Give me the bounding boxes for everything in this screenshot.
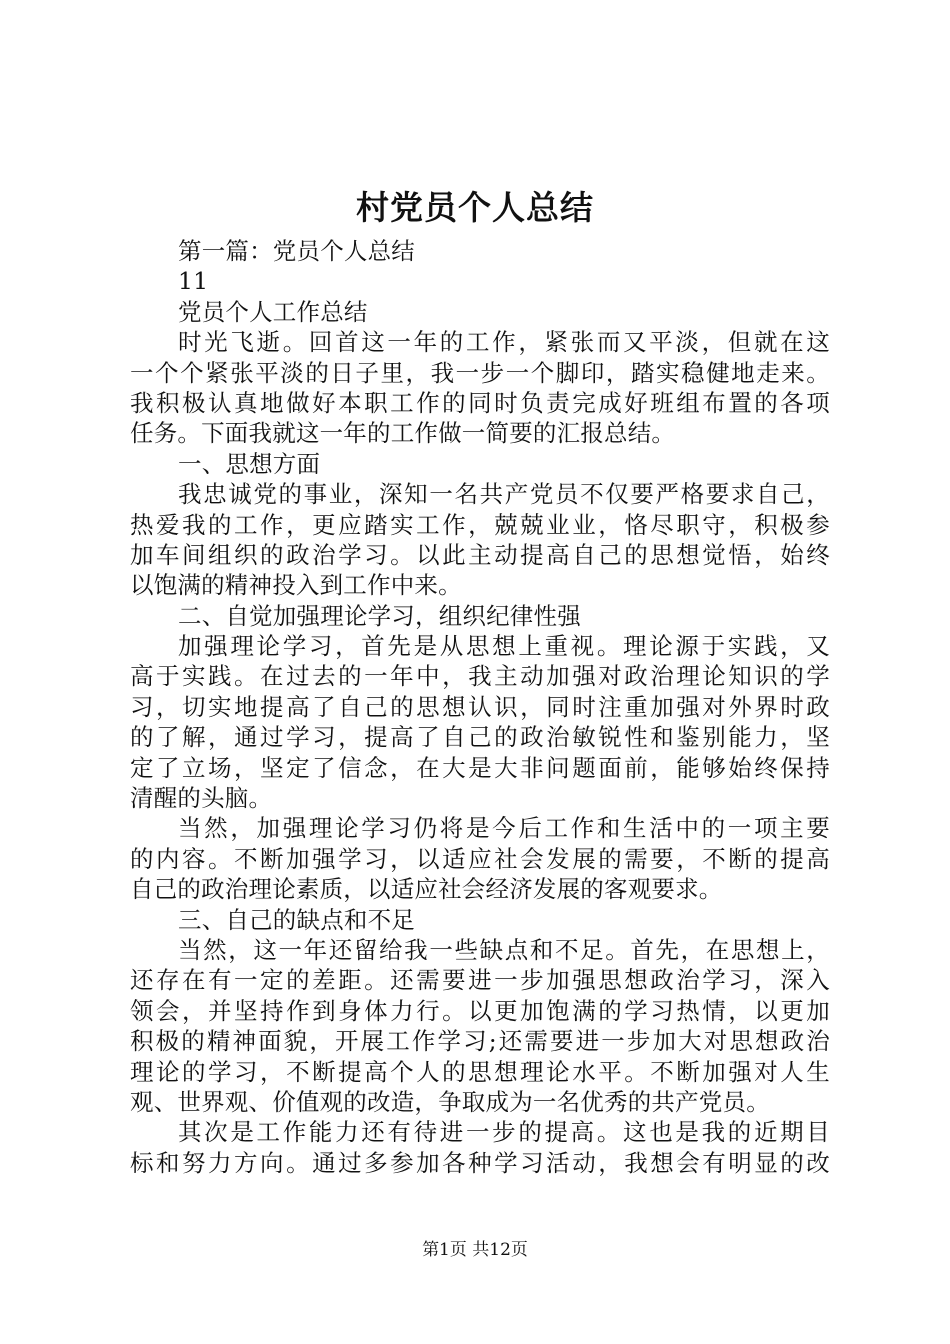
text-line: 定了立场，坚定了信念，在大是大非问题面前，能够始终保持 [130, 753, 830, 782]
text-line: 以饱满的精神投入到工作中来。 [130, 571, 462, 600]
text-line: 11 [178, 267, 209, 296]
text-line: 高于实践。在过去的一年中，我主动加强对政治理论知识的学 [130, 662, 830, 691]
text-line: 三、自己的缺点和不足 [178, 905, 415, 934]
text-line: 党员个人工作总结 [178, 297, 368, 326]
document-body [130, 236, 830, 1178]
text-line: 二、自觉加强理论学习，组织纪律性强 [178, 601, 581, 630]
text-line: 理论的学习，不断提高个人的思想理论水平。不断加强对人生 [130, 1057, 830, 1086]
text-line: 领会，并坚持作到身体力行。以更加饱满的学习热情，以更加 [130, 996, 830, 1025]
text-line: 自己的政治理论素质，以适应社会经济发展的客观要求。 [130, 875, 723, 904]
text-line: 第一篇：党员个人总结 [178, 237, 415, 265]
text-line: 标和努力方向。通过多参加各种学习活动，我想会有明显的改 [130, 1148, 830, 1177]
text-line: 加强理论学习，首先是从思想上重视。理论源于实践，又 [178, 632, 830, 661]
text-line: 习，切实地提高了自己的思想认识，同时注重加强对外界时政 [130, 692, 830, 721]
text-line: 积极的精神面貌，开展工作学习;还需要进一步加大对思想政治 [130, 1027, 830, 1056]
text-line: 观、世界观、价值观的改造，争取成为一名优秀的共产党员。 [130, 1087, 770, 1116]
text-line: 当然，这一年还留给我一些缺点和不足。首先，在思想上， [178, 935, 830, 964]
text-line: 一个个紧张平淡的日子里，我一步一个脚印，踏实稳健地走来。 [130, 358, 830, 387]
text-line: 我积极认真地做好本职工作的同时负责完成好班组布置的各项 [130, 388, 830, 417]
page-number-footer: 第1页 共12页 [422, 1240, 528, 1260]
text-line: 时光飞逝。回首这一年的工作，紧张而又平淡，但就在这 [178, 328, 830, 357]
text-line: 清醒的头脑。 [130, 784, 273, 813]
text-line: 还存在有一定的差距。还需要进一步加强思想政治学习，深入 [130, 966, 830, 995]
text-line: 我忠诚党的事业，深知一名共产党员不仅要严格要求自己， [178, 480, 830, 509]
text-line: 的内容。不断加强学习，以适应社会发展的需要，不断的提高 [130, 844, 830, 873]
text-line: 当然，加强理论学习仍将是今后工作和生活中的一项主要 [178, 814, 830, 843]
text-line: 一、思想方面 [178, 449, 321, 478]
text-line: 加车间组织的政治学习。以此主动提高自己的思想觉悟，始终 [130, 540, 830, 569]
document-title: 村党员个人总结 [356, 188, 594, 227]
text-line: 其次是工作能力还有待进一步的提高。这也是我的近期目 [178, 1118, 830, 1147]
text-line: 的了解，通过学习，提高了自己的政治敏锐性和鉴别能力，坚 [130, 723, 830, 752]
text-line: 任务。下面我就这一年的工作做一简要的汇报总结。 [130, 419, 676, 448]
text-line: 热爱我的工作，更应踏实工作，兢兢业业，恪尽职守，积极参 [130, 510, 830, 539]
